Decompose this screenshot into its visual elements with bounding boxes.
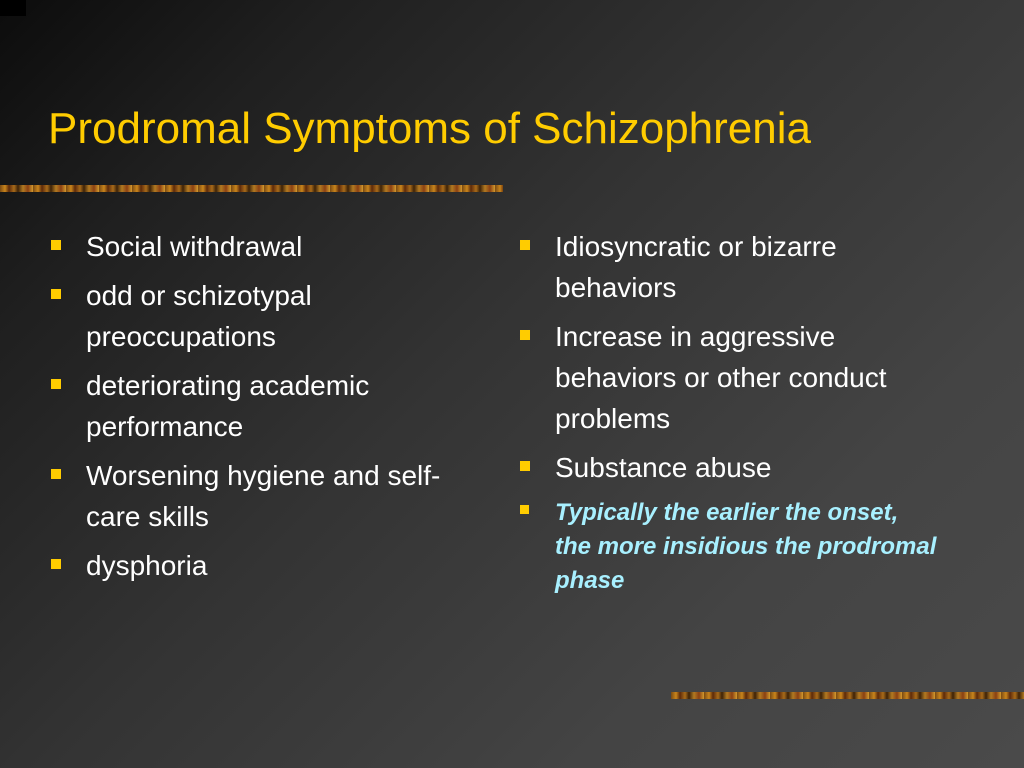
square-bullet-icon <box>520 240 530 250</box>
list-item-text: dysphoria <box>86 550 208 581</box>
list-item-text: odd or schizotypal preoccupations <box>86 280 312 352</box>
list-item <box>517 447 937 488</box>
list-item <box>48 365 468 447</box>
left-bullet-list <box>48 226 468 594</box>
corner-mark <box>0 0 26 16</box>
slide-title: Prodromal Symptoms of Schizophrenia <box>48 104 811 153</box>
square-bullet-icon <box>51 289 61 299</box>
list-item <box>48 455 468 537</box>
square-bullet-icon <box>520 461 530 471</box>
square-bullet-icon <box>51 240 61 250</box>
list-item-text: Idiosyncratic or bizarre behaviors <box>555 231 837 303</box>
list-item-text: deteriorating academic performance <box>86 370 370 442</box>
list-item-text: Social withdrawal <box>86 231 303 262</box>
decorative-rule-top <box>0 185 503 192</box>
list-item <box>48 545 468 586</box>
square-bullet-icon <box>51 379 61 389</box>
list-item <box>48 226 468 267</box>
list-item <box>48 275 468 357</box>
list-item-text: Substance abuse <box>555 452 772 483</box>
list-item-text: Worsening hygiene and self-care skills <box>86 460 441 532</box>
note-item <box>517 496 937 598</box>
decorative-rule-bottom <box>671 692 1024 699</box>
note-text: Typically the earlier the onset, the more insidious the prodromal phase <box>555 499 937 594</box>
square-bullet-icon <box>51 559 61 569</box>
list-item <box>517 316 937 439</box>
list-item <box>517 226 937 308</box>
list-item-text: Increase in aggressive behaviors or other conduct problems <box>555 321 887 434</box>
right-bullet-list <box>517 226 937 606</box>
square-bullet-icon <box>520 330 530 340</box>
square-bullet-icon <box>520 505 529 514</box>
square-bullet-icon <box>51 469 61 479</box>
